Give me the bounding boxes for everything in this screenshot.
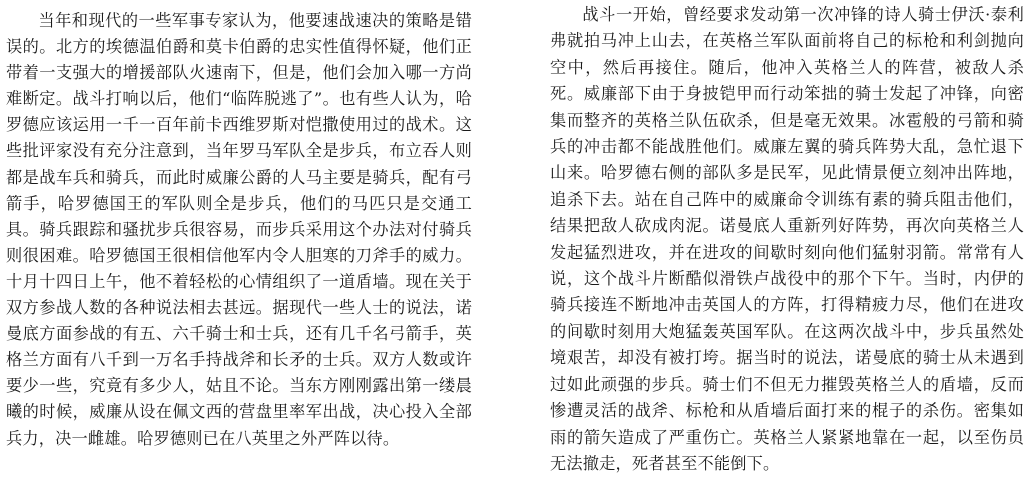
- right-paragraph: 战斗一开始，曾经要求发动第一次冲锋的诗人骑士伊沃·泰利弗就拍马冲上山去，在英格兰军队面前将自己的标枪和利剑抛向空中，然后再接住。随后，他冲入英格兰人的阵营，被敌人杀死。威廉部下由于身披铠甲而行动笨拙的骑士发起了冲锋，向密集而整齐的英格兰队伍砍杀，但是毫无效果。冰雹般的弓箭和骑兵的冲击都不能战胜他们。威廉左翼的骑兵阵势大乱，急忙退下山来。哈罗德右侧的部队多是民军，见此情景便立刻冲出阵地，追杀下去。站在自己阵中的威廉命令训练有素的骑兵阻击他们，结果把敌人砍成肉泥。诺曼底人重新列好阵势，再次向英格兰人发起猛烈进攻，并在进攻的间歇时刻向他们猛射羽箭。常常有人说，这个战斗片断酷似滑铁卢战役中的那个下午。当时，内伊的骑兵接连不断地冲击英国人的方阵，打得精疲力尽，他们在进攻的间歇时刻用大炮猛轰英国军队。在这两次战斗中，步兵虽然处境艰苦，却没有被打垮。据当时的说法，诺曼底的骑士从未遇到过如此顽强的步兵。骑士们不但无力摧毁英格兰人的盾墙，反而惨遭灵活的战斧、标枪和从盾墙后面打来的棍子的杀伤。密集如雨的箭矢造成了严重伤亡。英格兰人紧紧地靠在一起，以至伤员无法撤走，死者甚至不能倒下。: [550, 5, 1024, 473]
- right-text-column: [550, 2, 1024, 477]
- left-paragraph: 当年和现代的一些军事专家认为，他要速战速决的策略是错误的。北方的埃德温伯爵和莫卡伯爵的忠实性值得怀疑，他们正带着一支强大的增援部队火速南下，但是，他们会加入哪一方尚难断定。战斗打响以后，他们“临阵脱逃了”。也有些人认为，哈罗德应该运用一千一百年前卡西维罗斯对恺撒使用过的战术。这些批评家没有充分注意到，当年罗马军队全是步兵，布立吞人则都是战车兵和骑兵，而此时威廉公爵的人马主要是骑兵，配有弓箭手，哈罗德国王的军队则全是步兵，他们的马匹只是交通工具。骑兵跟踪和骚扰步兵很容易，而步兵采用这个办法对付骑兵则很困难。哈罗德国王很相信他军内令人胆寒的刀斧手的威力。十月十四日上午，他不着轻松的心情组织了一道盾墙。现在关于双方参战人数的各种说法相去甚远。据现代一些人士的说法，诺曼底方面参战的有五、六千骑士和士兵，还有几千名弓箭手，英格兰方面有八千到一万名手持战斧和长矛的士兵。双方人数或许要少一些，究竟有多少人，姑且不论。当东方刚刚露出第一缕晨曦的时候，威廉从设在佩文西的营盘里率军出战，决心投入全部兵力，决一雌雄。哈罗德则已在八英里之外严阵以待。: [6, 11, 472, 448]
- left-text-column: [6, 8, 472, 452]
